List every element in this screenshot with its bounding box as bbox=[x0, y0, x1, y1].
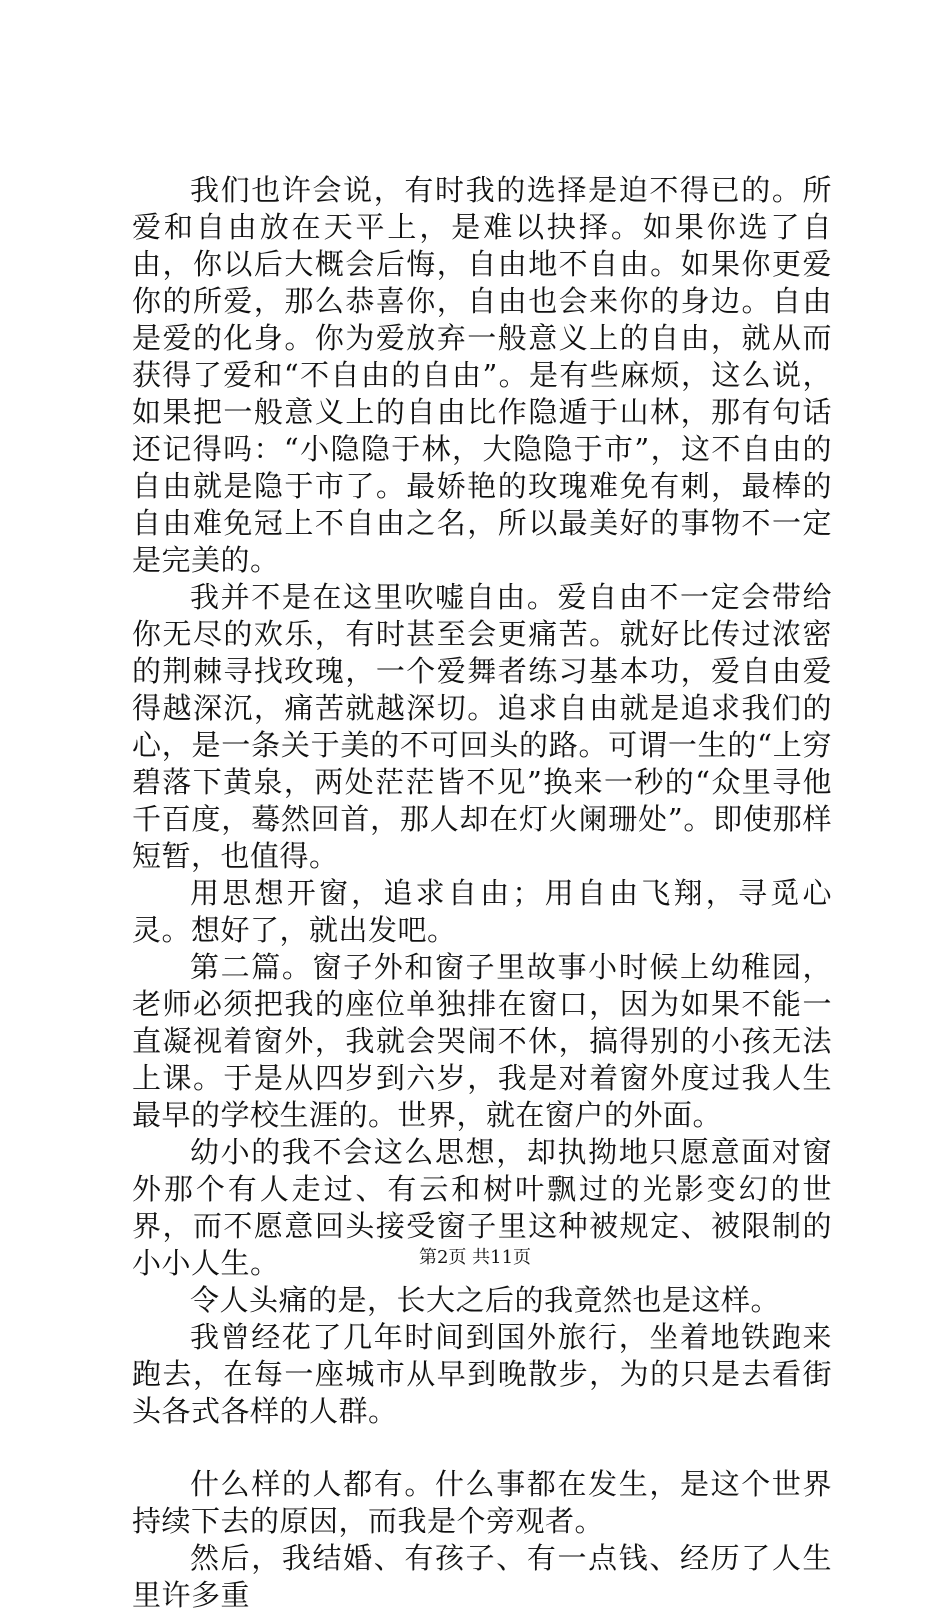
page-number-footer: 第2页 共11页 bbox=[418, 1247, 532, 1268]
paragraph-2: 我并不是在这里吹嘘自由。爱自由不一定会带给你无尽的欢乐，有时甚至会更痛苦。就好比传过浓密的荆棘寻找玫瑰，一个爱舞者练习基本功，爱自由爱得越深沉，痛苦就越深切。追求自由就是追求我们的心，是一条关于美的不可回头的路。可谓一生的“上穷碧落下黄泉，两处茫茫皆不见”换来一秒的“众里寻他千百度，蓦然回首，那人却在灯火阑珊处”。即使那样短暂，也值得。 bbox=[132, 580, 832, 873]
paragraph-5: 幼小的我不会这么思想，却执拗地只愿意面对窗外那个有人走过、有云和树叶飘过的光影变幻的世界，而不愿意回头接受窗子里这种被规定、被限制的小小人生。 bbox=[132, 1135, 832, 1280]
paragraph-gap bbox=[132, 1430, 832, 1466]
paragraph-9: 然后，我结婚、有孩子、有一点钱、经历了人生里许多重 bbox=[132, 1541, 832, 1612]
paragraph-1: 我们也许会说，有时我的选择是迫不得已的。所爱和自由放在天平上，是难以抉择。如果你选了自由，你以后大概会后悔，自由地不自由。如果你更爱你的所爱，那么恭喜你，自由也会来你的身边。自由是爱的化身。你为爱放弃一般意义上的自由，就从而获得了爱和“不自由的自由”。是有些麻烦，这么说，如果把一般意义上的自由比作隐遁于山林，那有句话还记得吗：“小隐隐于林，大隐隐于市”，这不自由的自由就是隐于市了。最娇艳的玫瑰难免有刺，最棒的自由难免冠上不自由之名，所以最美好的事物不一定是完美的。 bbox=[132, 173, 832, 577]
paragraph-8: 什么样的人都有。什么事都在发生，是这个世界持续下去的原因，而我是个旁观者。 bbox=[132, 1467, 832, 1538]
document-body bbox=[132, 172, 832, 1614]
paragraph-4: 第二篇。窗子外和窗子里故事小时候上幼稚园，老师必须把我的座位单独排在窗口，因为如果不能一直凝视着窗外，我就会哭闹不休，搞得别的小孩无法上课。于是从四岁到六岁，我是对着窗外度过我人生最早的学校生涯的。世界，就在窗户的外面。 bbox=[132, 950, 832, 1132]
paragraph-7: 我曾经花了几年时间到国外旅行，坐着地铁跑来跑去，在每一座城市从早到晚散步，为的只是去看街头各式各样的人群。 bbox=[132, 1320, 832, 1428]
paragraph-6: 令人头痛的是，长大之后的我竟然也是这样。 bbox=[190, 1283, 781, 1317]
paragraph-3: 用思想开窗，追求自由；用自由飞翔，寻觅心灵。想好了，就出发吧。 bbox=[132, 876, 832, 947]
